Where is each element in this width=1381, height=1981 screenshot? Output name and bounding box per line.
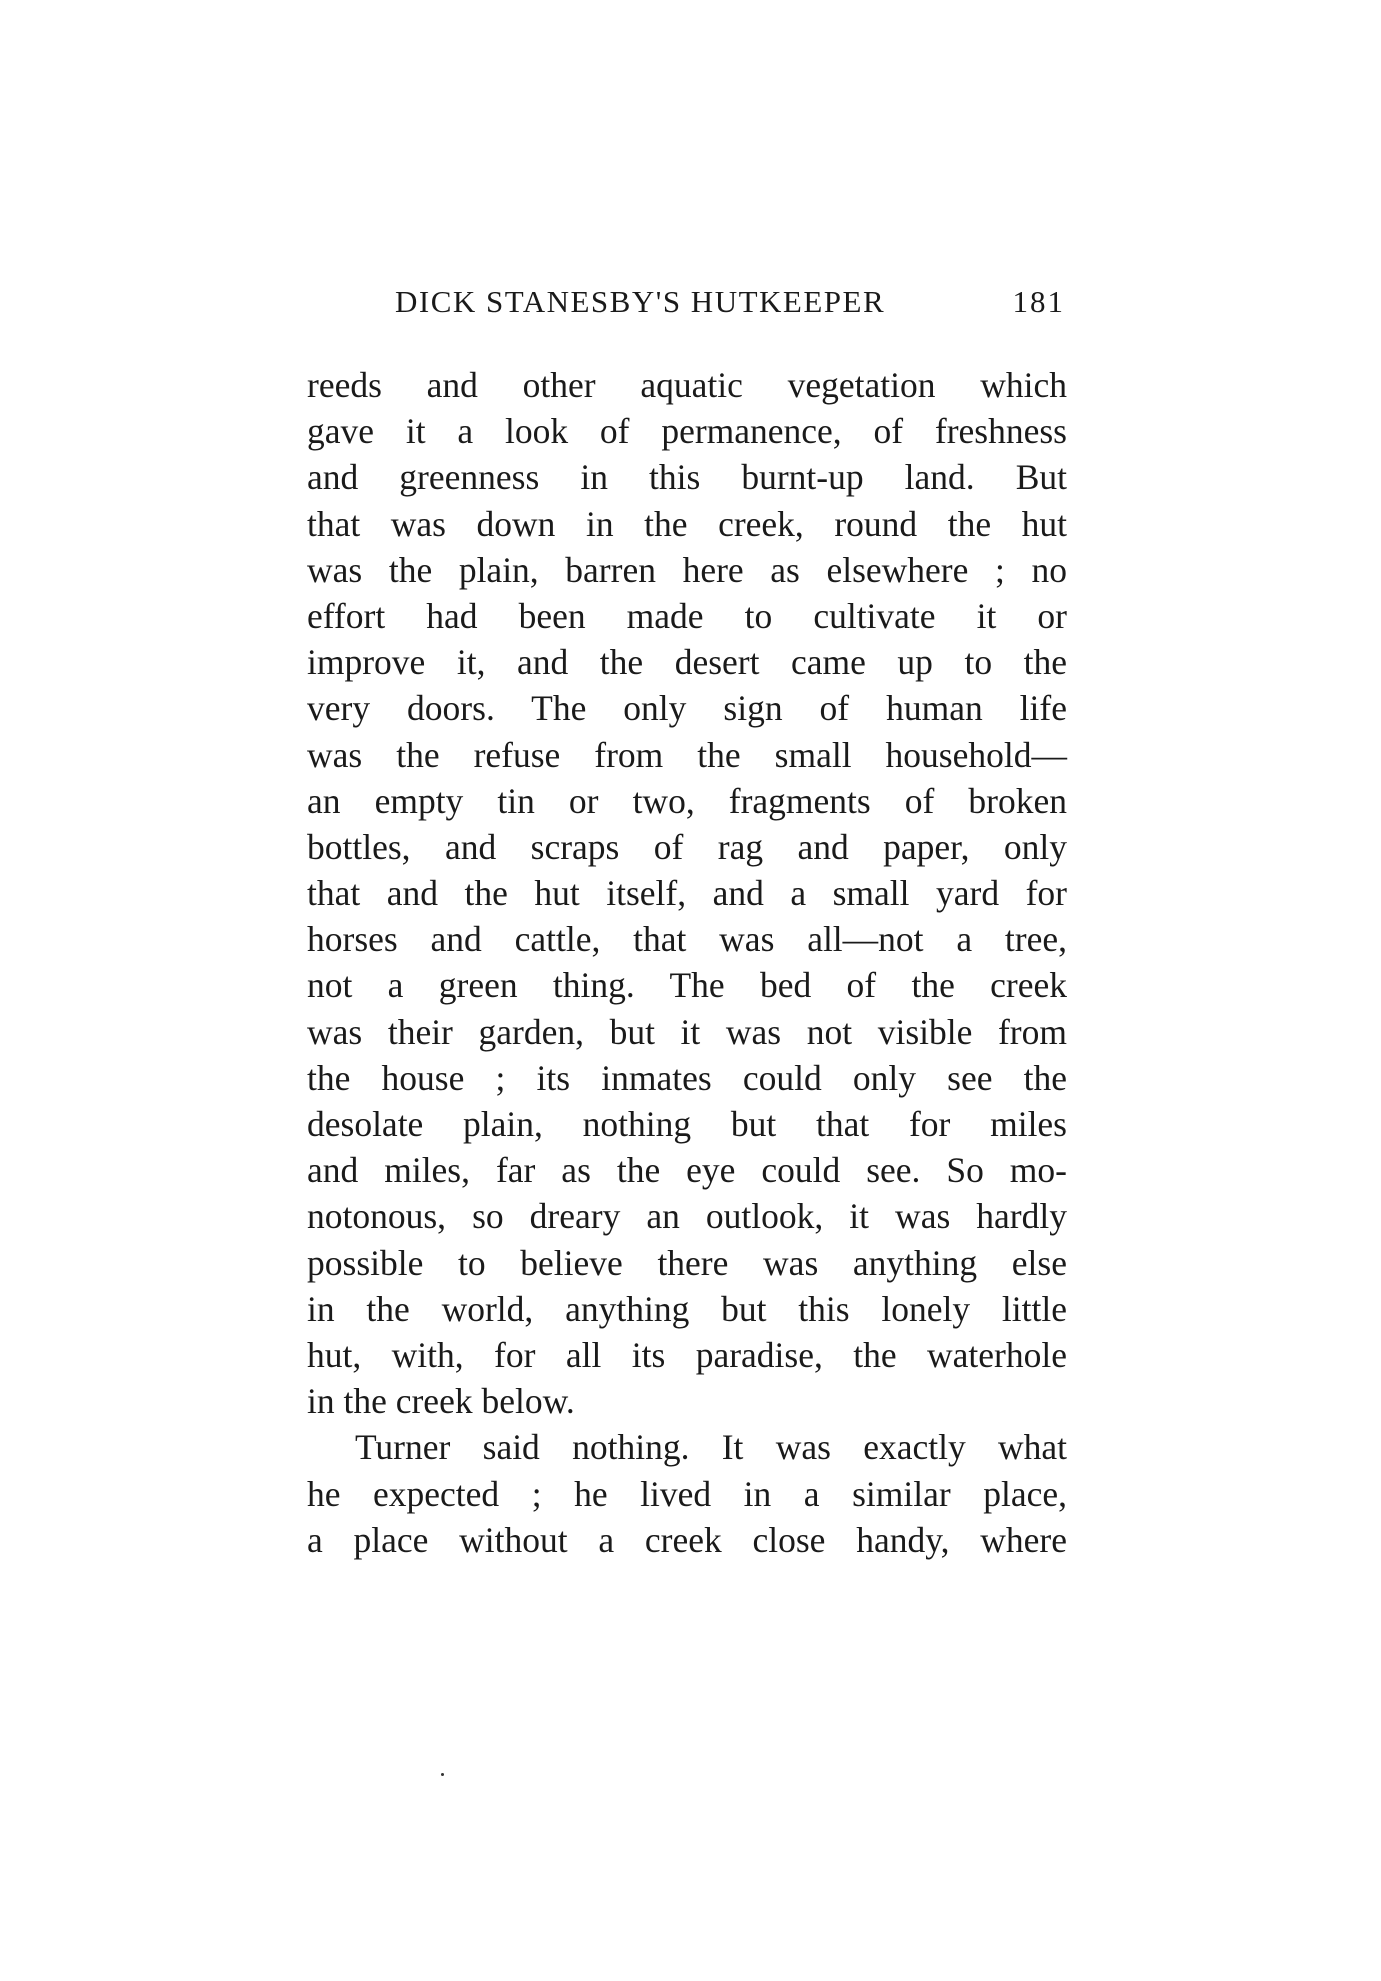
- text-line: the house ; its inmates could only see the: [307, 1057, 1067, 1098]
- text-line: effort had been made to cultivate it or: [307, 595, 1067, 636]
- text-line: notonous, so dreary an outlook, it was hardly: [307, 1196, 1067, 1237]
- text-line: and greenness in this burnt-up land. But: [307, 457, 1067, 498]
- text-line: that and the hut itself, and a small yard for: [307, 873, 1067, 914]
- text-line: not a green thing. The bed of the creek: [307, 965, 1067, 1006]
- text-line: in the world, anything but this lonely little: [307, 1288, 1067, 1329]
- text-line: that was down in the creek, round the hut: [307, 503, 1067, 544]
- body-text: [307, 362, 1067, 1563]
- text-line: very doors. The only sign of human life: [307, 688, 1067, 729]
- text-line: was their garden, but it was not visible from: [307, 1011, 1067, 1052]
- paragraph: [307, 1424, 1067, 1563]
- text-line: bottles, and scraps of rag and paper, only: [307, 826, 1067, 867]
- text-line: reeds and other aquatic vegetation which: [307, 365, 1067, 405]
- text-line: and miles, far as the eye could see. So mo-: [307, 1150, 1067, 1191]
- text-line: was the plain, barren here as elsewhere ; no: [307, 549, 1067, 590]
- text-line: he expected ; he lived in a similar place,: [307, 1473, 1067, 1514]
- text-line: was the refuse from the small household—: [307, 734, 1067, 775]
- text-line: in the creek below.: [307, 1381, 575, 1422]
- text-line: improve it, and the desert came up to the: [307, 642, 1067, 683]
- text-line: gave it a look of permanence, of freshness: [307, 411, 1067, 452]
- text-line: desolate plain, nothing but that for miles: [307, 1104, 1067, 1144]
- text-line: horses and cattle, that was all—not a tree,: [307, 919, 1067, 960]
- text-line: Turner said nothing. It was exactly what: [355, 1427, 1067, 1468]
- page-number: 181: [1012, 284, 1065, 319]
- text-line: possible to believe there was anything else: [307, 1242, 1067, 1283]
- text-line: hut, with, for all its paradise, the waterhole: [307, 1334, 1067, 1375]
- ink-speck: [441, 1773, 444, 1776]
- running-title: DICK STANESBY'S HUTKEEPER: [395, 284, 886, 319]
- text-line: a place without a creek close handy, where: [307, 1519, 1067, 1560]
- paragraph: [307, 362, 1067, 1424]
- text-line: an empty tin or two, fragments of broken: [307, 780, 1067, 821]
